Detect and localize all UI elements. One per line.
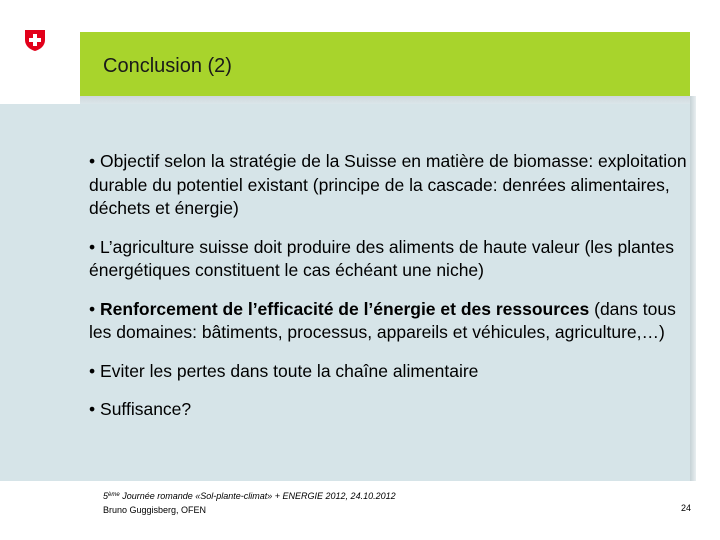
bullet-marker: • [89,236,96,257]
swiss-cross-icon [23,28,47,52]
bullet-list [89,150,689,437]
bullet-item [89,236,689,283]
bullet-marker: • [89,151,96,171]
page-number: 24 [681,503,692,513]
bullet-marker: • [89,399,96,419]
content-panel-shadow [690,96,696,481]
bullet-text: L’agriculture suisse doit produire des aliments de haute valeur (les plantes énergétiques constituent le cas échéant une niche) [89,236,674,280]
bullet-text: Objectif selon la stratégie de la Suisse en matière de biomasse: exploitation durable du potentiel existant (principe de la cascade: denrées alimentaires, déchets et énergie) [89,151,687,218]
bullet-strong-text: Renforcement de l’efficacité de l’énergie et des ressources [100,298,590,319]
conf-number: 5 [103,491,109,501]
bullet-item [89,398,689,422]
bullet-item [89,150,689,221]
conf-suffix: ème [108,492,120,498]
bullet-item [89,298,689,345]
title-shadow [80,96,690,104]
bullet-text: (dans tous les domaines: bâtiments, processus, appareils et véhicules, agriculture,…) [89,298,676,342]
footer-conference [103,491,396,501]
conf-text: Journée romande «Sol-plante-climat» + ENERGIE 2012, 24.10.2012 [119,491,396,501]
bullet-text: Suffisance? [100,399,192,419]
bullet-marker: • [89,360,96,381]
bullet-text: Eviter les pertes dans toute la chaîne alimentaire [100,360,479,381]
slide-title: Conclusion (2) [103,55,232,77]
footer-author: Bruno Guggisberg, OFEN [103,505,207,515]
bullet-item [89,360,689,384]
bullet-marker: • [89,298,96,319]
